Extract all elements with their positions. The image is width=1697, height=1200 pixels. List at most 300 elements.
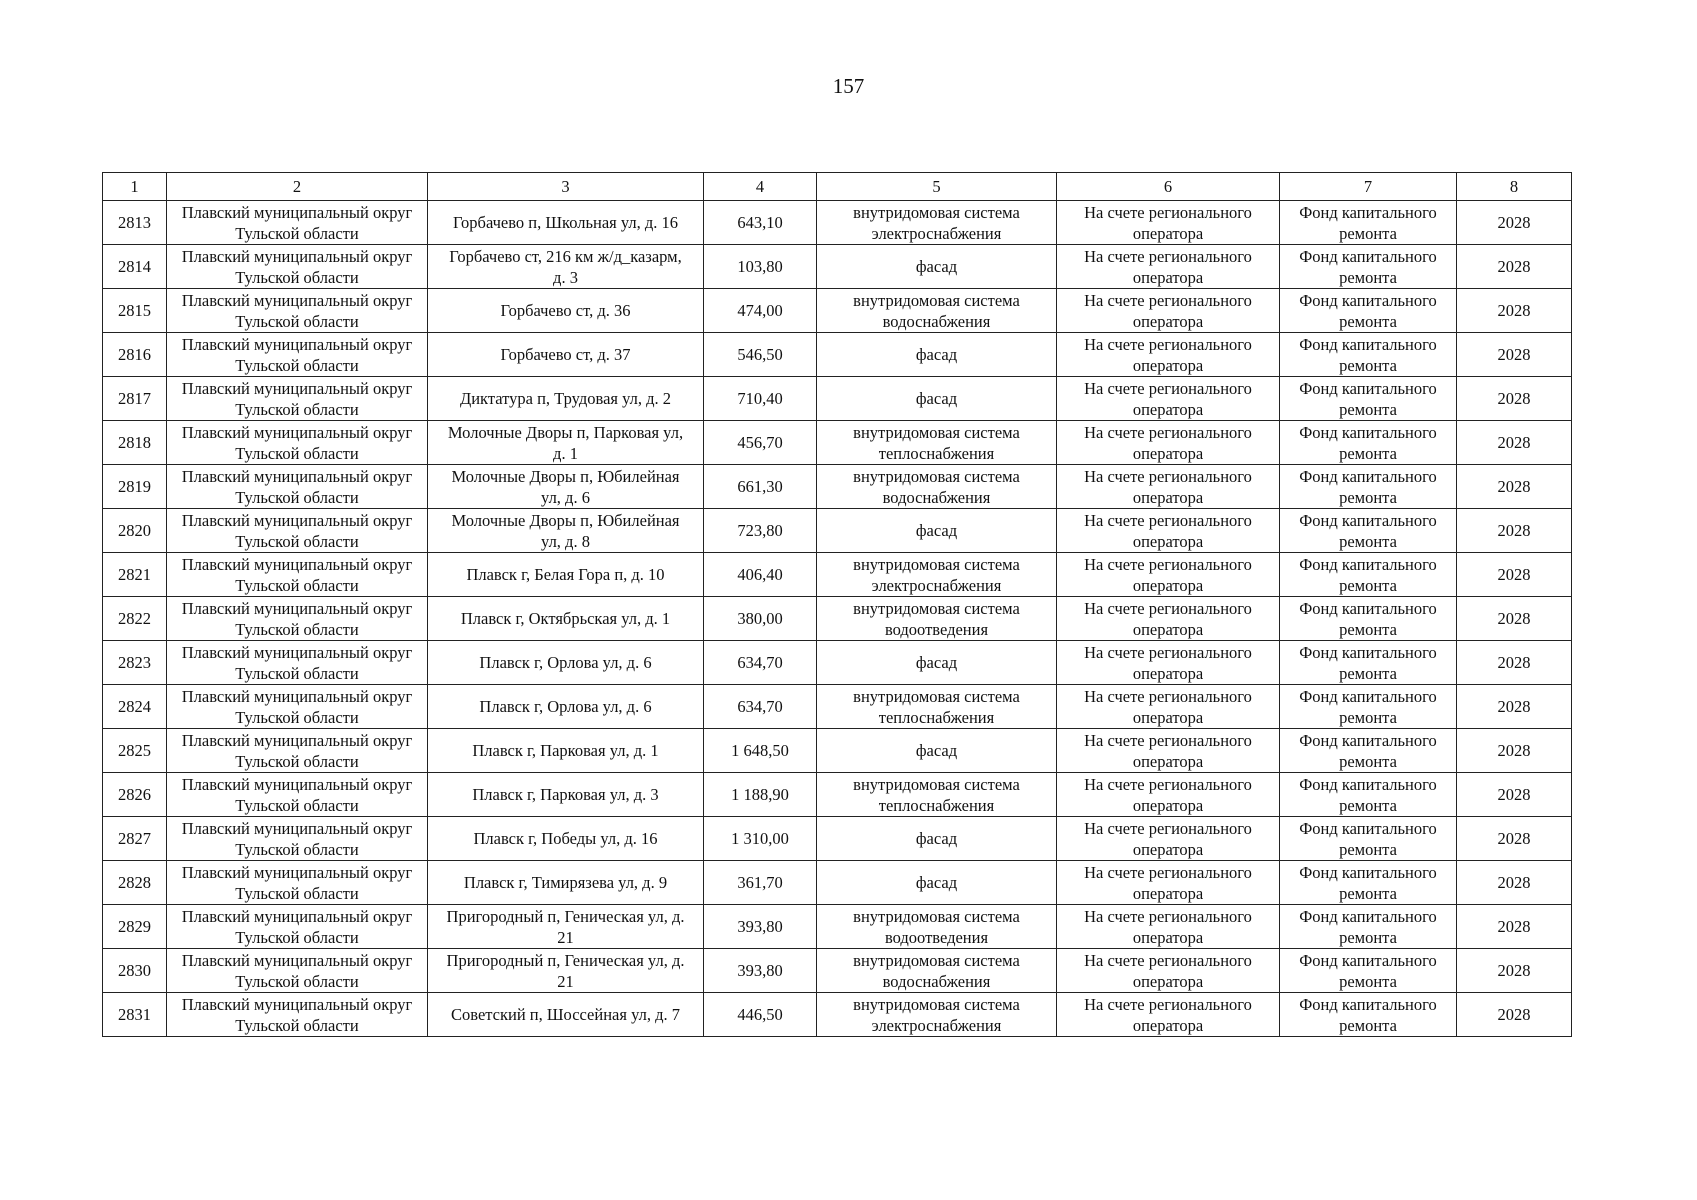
account-cell-line: На счете регионального xyxy=(1084,818,1252,838)
area-cell: 723,80 xyxy=(704,509,817,553)
funding-source-cell xyxy=(1280,729,1457,773)
municipality-cell-line: Плавский муниципальный округ xyxy=(181,730,413,750)
work-type-cell xyxy=(817,509,1057,553)
table-row xyxy=(103,245,1572,289)
address-cell-line: Советский п, Шоссейная ул, д. 7 xyxy=(451,1005,680,1024)
funding-source-cell-line: ремонта xyxy=(1339,443,1397,463)
account-cell xyxy=(1057,685,1280,729)
address-cell xyxy=(428,289,704,333)
municipality-cell xyxy=(167,245,428,289)
municipality-cell-line: Тульской области xyxy=(235,575,359,595)
funding-source-cell-line: ремонта xyxy=(1339,311,1397,331)
address-cell-line: Горбачево ст, 216 км ж/д_казарм, xyxy=(449,246,682,266)
area-cell: 643,10 xyxy=(704,201,817,245)
funding-source-cell-line: Фонд капитального xyxy=(1299,686,1437,706)
row-number-cell: 2826 xyxy=(103,773,167,817)
account-cell xyxy=(1057,817,1280,861)
account-cell xyxy=(1057,949,1280,993)
column-number: 5 xyxy=(817,173,1057,201)
work-type-cell xyxy=(817,597,1057,641)
municipality-cell-line: Плавский муниципальный округ xyxy=(181,906,413,926)
municipality-cell-line: Тульской области xyxy=(235,927,359,947)
municipality-cell-line: Тульской области xyxy=(235,971,359,991)
work-type-cell-line: водоотведения xyxy=(884,619,989,639)
funding-source-cell xyxy=(1280,289,1457,333)
column-number: 7 xyxy=(1280,173,1457,201)
address-cell-line: Плавск г, Парковая ул, д. 1 xyxy=(472,741,659,760)
address-cell xyxy=(428,773,704,817)
table-row xyxy=(103,685,1572,729)
address-cell xyxy=(428,685,704,729)
address-cell-line: Диктатура п, Трудовая ул, д. 2 xyxy=(459,389,672,408)
work-type-cell-line: электроснабжения xyxy=(871,223,1002,243)
table-body xyxy=(103,173,1572,1037)
work-type-cell xyxy=(817,421,1057,465)
year-cell: 2028 xyxy=(1457,509,1572,553)
funding-source-cell-line: ремонта xyxy=(1339,795,1397,815)
work-type-cell xyxy=(817,685,1057,729)
row-number-cell: 2817 xyxy=(103,377,167,421)
work-type-cell-line: электроснабжения xyxy=(871,1015,1002,1035)
work-type-cell-line: внутридомовая система xyxy=(853,466,1020,486)
address-cell-line: Плавск г, Парковая ул, д. 3 xyxy=(472,785,659,804)
funding-source-cell-line: Фонд капитального xyxy=(1299,994,1437,1014)
work-type-cell xyxy=(817,201,1057,245)
work-type-cell xyxy=(817,817,1057,861)
table-row xyxy=(103,465,1572,509)
funding-source-cell xyxy=(1280,861,1457,905)
account-cell-line: оператора xyxy=(1132,355,1204,375)
municipality-cell-line: Тульской области xyxy=(235,751,359,771)
year-cell: 2028 xyxy=(1457,289,1572,333)
area-cell: 634,70 xyxy=(704,641,817,685)
account-cell xyxy=(1057,333,1280,377)
work-type-cell-line: внутридомовая система xyxy=(853,598,1020,618)
funding-source-cell-line: ремонта xyxy=(1339,531,1397,551)
work-type-cell-line: фасад xyxy=(915,653,958,672)
work-type-cell xyxy=(817,949,1057,993)
address-cell xyxy=(428,641,704,685)
work-type-cell-line: фасад xyxy=(915,345,958,364)
funding-source-cell-line: Фонд капитального xyxy=(1299,818,1437,838)
municipality-cell-line: Тульской области xyxy=(235,1015,359,1035)
row-number-cell: 2816 xyxy=(103,333,167,377)
table-row xyxy=(103,861,1572,905)
area-cell: 380,00 xyxy=(704,597,817,641)
work-type-cell xyxy=(817,465,1057,509)
account-cell xyxy=(1057,421,1280,465)
year-cell: 2028 xyxy=(1457,861,1572,905)
account-cell-line: На счете регионального xyxy=(1084,202,1252,222)
funding-source-cell xyxy=(1280,201,1457,245)
address-cell xyxy=(428,201,704,245)
municipality-cell-line: Тульской области xyxy=(235,311,359,331)
funding-source-cell-line: ремонта xyxy=(1339,751,1397,771)
funding-source-cell-line: ремонта xyxy=(1339,223,1397,243)
municipality-cell xyxy=(167,509,428,553)
municipality-cell-line: Тульской области xyxy=(235,399,359,419)
municipality-cell-line: Тульской области xyxy=(235,839,359,859)
row-number-cell: 2824 xyxy=(103,685,167,729)
funding-source-cell-line: Фонд капитального xyxy=(1299,906,1437,926)
municipality-cell-line: Тульской области xyxy=(235,487,359,507)
account-cell xyxy=(1057,201,1280,245)
year-cell: 2028 xyxy=(1457,421,1572,465)
row-number-cell: 2831 xyxy=(103,993,167,1037)
municipality-cell xyxy=(167,553,428,597)
work-type-cell xyxy=(817,641,1057,685)
address-cell-line: Горбачево ст, д. 36 xyxy=(500,301,631,320)
work-type-cell-line: внутридомовая система xyxy=(853,774,1020,794)
municipality-cell-line: Плавский муниципальный округ xyxy=(181,510,413,530)
table-row xyxy=(103,949,1572,993)
funding-source-cell-line: ремонта xyxy=(1339,1015,1397,1035)
work-type-cell xyxy=(817,333,1057,377)
municipality-cell-line: Плавский муниципальный округ xyxy=(181,246,413,266)
area-cell: 634,70 xyxy=(704,685,817,729)
municipality-cell-line: Плавский муниципальный округ xyxy=(181,774,413,794)
account-cell-line: оператора xyxy=(1132,883,1204,903)
year-cell: 2028 xyxy=(1457,641,1572,685)
work-type-cell xyxy=(817,861,1057,905)
address-cell xyxy=(428,553,704,597)
account-cell-line: оператора xyxy=(1132,663,1204,683)
table-row xyxy=(103,509,1572,553)
account-cell xyxy=(1057,641,1280,685)
municipality-cell xyxy=(167,597,428,641)
account-cell-line: оператора xyxy=(1132,443,1204,463)
address-cell-line: Пригородный п, Геническая ул, д. xyxy=(446,906,685,926)
area-cell: 393,80 xyxy=(704,905,817,949)
funding-source-cell-line: ремонта xyxy=(1339,883,1397,903)
municipality-cell-line: Плавский муниципальный округ xyxy=(181,290,413,310)
account-cell xyxy=(1057,861,1280,905)
funding-source-cell-line: ремонта xyxy=(1339,663,1397,683)
address-cell-line: Плавск г, Орлова ул, д. 6 xyxy=(479,653,652,672)
row-number-cell: 2825 xyxy=(103,729,167,773)
municipality-cell-line: Плавский муниципальный округ xyxy=(181,686,413,706)
work-type-cell-line: фасад xyxy=(915,873,958,892)
account-cell-line: оператора xyxy=(1132,311,1204,331)
table-row xyxy=(103,597,1572,641)
year-cell: 2028 xyxy=(1457,773,1572,817)
year-cell: 2028 xyxy=(1457,685,1572,729)
column-number-row xyxy=(103,173,1572,201)
municipality-cell xyxy=(167,377,428,421)
address-cell-line: Горбачево п, Школьная ул, д. 16 xyxy=(452,213,679,232)
account-cell-line: На счете регионального xyxy=(1084,686,1252,706)
table-row xyxy=(103,817,1572,861)
work-type-cell-line: внутридомовая система xyxy=(853,994,1020,1014)
account-cell xyxy=(1057,289,1280,333)
municipality-cell-line: Плавский муниципальный округ xyxy=(181,862,413,882)
municipality-cell xyxy=(167,949,428,993)
funding-source-cell-line: ремонта xyxy=(1339,575,1397,595)
address-cell-line: ул, д. 6 xyxy=(541,487,590,507)
municipality-cell-line: Тульской области xyxy=(235,663,359,683)
row-number-cell: 2827 xyxy=(103,817,167,861)
municipality-cell xyxy=(167,465,428,509)
work-type-cell xyxy=(817,377,1057,421)
account-cell-line: На счете регионального xyxy=(1084,466,1252,486)
area-cell: 1 188,90 xyxy=(704,773,817,817)
account-cell-line: На счете регионального xyxy=(1084,334,1252,354)
municipality-cell xyxy=(167,201,428,245)
table-row xyxy=(103,333,1572,377)
account-cell xyxy=(1057,465,1280,509)
account-cell-line: оператора xyxy=(1132,619,1204,639)
account-cell-line: оператора xyxy=(1132,267,1204,287)
row-number-cell: 2823 xyxy=(103,641,167,685)
year-cell: 2028 xyxy=(1457,817,1572,861)
municipality-cell-line: Плавский муниципальный округ xyxy=(181,642,413,662)
area-cell: 406,40 xyxy=(704,553,817,597)
account-cell xyxy=(1057,597,1280,641)
row-number-cell: 2813 xyxy=(103,201,167,245)
work-type-cell xyxy=(817,729,1057,773)
funding-source-cell-line: Фонд капитального xyxy=(1299,730,1437,750)
funding-source-cell-line: Фонд капитального xyxy=(1299,642,1437,662)
account-cell-line: оператора xyxy=(1132,531,1204,551)
area-cell: 710,40 xyxy=(704,377,817,421)
area-cell: 446,50 xyxy=(704,993,817,1037)
year-cell: 2028 xyxy=(1457,465,1572,509)
address-cell-line: д. 1 xyxy=(553,443,578,463)
area-cell: 546,50 xyxy=(704,333,817,377)
municipality-cell xyxy=(167,905,428,949)
account-cell xyxy=(1057,377,1280,421)
municipality-cell-line: Плавский муниципальный округ xyxy=(181,554,413,574)
address-cell-line: 21 xyxy=(557,971,574,991)
funding-source-cell xyxy=(1280,641,1457,685)
account-cell-line: оператора xyxy=(1132,971,1204,991)
funding-source-cell-line: Фонд капитального xyxy=(1299,378,1437,398)
address-cell xyxy=(428,509,704,553)
account-cell-line: оператора xyxy=(1132,223,1204,243)
area-cell: 1 310,00 xyxy=(704,817,817,861)
funding-source-cell-line: ремонта xyxy=(1339,707,1397,727)
account-cell-line: оператора xyxy=(1132,707,1204,727)
work-type-cell-line: водоотведения xyxy=(884,927,989,947)
work-type-cell-line: фасад xyxy=(915,521,958,540)
work-type-cell xyxy=(817,773,1057,817)
table-row xyxy=(103,201,1572,245)
municipality-cell-line: Тульской области xyxy=(235,267,359,287)
work-type-cell-line: теплоснабжения xyxy=(878,795,995,815)
funding-source-cell-line: ремонта xyxy=(1339,399,1397,419)
municipality-cell-line: Тульской области xyxy=(235,707,359,727)
work-type-cell xyxy=(817,245,1057,289)
address-cell-line: Молочные Дворы п, Юбилейная xyxy=(451,466,680,486)
account-cell-line: На счете регионального xyxy=(1084,290,1252,310)
municipality-cell-line: Тульской области xyxy=(235,619,359,639)
funding-source-cell xyxy=(1280,993,1457,1037)
area-cell: 361,70 xyxy=(704,861,817,905)
municipality-cell xyxy=(167,289,428,333)
address-cell xyxy=(428,245,704,289)
row-number-cell: 2822 xyxy=(103,597,167,641)
work-type-cell-line: внутридомовая система xyxy=(853,554,1020,574)
address-cell-line: д. 3 xyxy=(553,267,578,287)
area-cell: 661,30 xyxy=(704,465,817,509)
row-number-cell: 2821 xyxy=(103,553,167,597)
funding-source-cell xyxy=(1280,245,1457,289)
year-cell: 2028 xyxy=(1457,949,1572,993)
address-cell-line: Пригородный п, Геническая ул, д. xyxy=(446,950,685,970)
account-cell-line: оператора xyxy=(1132,575,1204,595)
area-cell: 474,00 xyxy=(704,289,817,333)
area-cell: 1 648,50 xyxy=(704,729,817,773)
account-cell-line: На счете регионального xyxy=(1084,950,1252,970)
work-type-cell-line: внутридомовая система xyxy=(853,290,1020,310)
address-cell xyxy=(428,905,704,949)
municipality-cell-line: Тульской области xyxy=(235,223,359,243)
account-cell-line: оператора xyxy=(1132,927,1204,947)
row-number-cell: 2819 xyxy=(103,465,167,509)
work-type-cell-line: теплоснабжения xyxy=(878,443,995,463)
row-number-cell: 2830 xyxy=(103,949,167,993)
municipality-cell-line: Плавский муниципальный округ xyxy=(181,378,413,398)
address-cell xyxy=(428,333,704,377)
address-cell xyxy=(428,817,704,861)
table-row xyxy=(103,377,1572,421)
column-number: 3 xyxy=(428,173,704,201)
municipality-cell-line: Плавский муниципальный округ xyxy=(181,994,413,1014)
table-row xyxy=(103,993,1572,1037)
table-row xyxy=(103,641,1572,685)
address-cell xyxy=(428,465,704,509)
column-number: 8 xyxy=(1457,173,1572,201)
row-number-cell: 2828 xyxy=(103,861,167,905)
account-cell-line: На счете регионального xyxy=(1084,554,1252,574)
address-cell xyxy=(428,421,704,465)
funding-source-cell xyxy=(1280,905,1457,949)
account-cell-line: На счете регионального xyxy=(1084,862,1252,882)
account-cell-line: оператора xyxy=(1132,839,1204,859)
table-row xyxy=(103,553,1572,597)
work-type-cell-line: теплоснабжения xyxy=(878,707,995,727)
funding-source-cell-line: Фонд капитального xyxy=(1299,510,1437,530)
year-cell: 2028 xyxy=(1457,597,1572,641)
table-row xyxy=(103,421,1572,465)
address-cell-line: Молочные Дворы п, Парковая ул, xyxy=(447,422,684,442)
municipality-cell xyxy=(167,333,428,377)
municipality-cell xyxy=(167,685,428,729)
funding-source-cell xyxy=(1280,685,1457,729)
work-type-cell-line: внутридомовая система xyxy=(853,686,1020,706)
address-cell-line: Плавск г, Победы ул, д. 16 xyxy=(473,829,658,848)
address-cell-line: Плавск г, Тимирязева ул, д. 9 xyxy=(463,873,668,892)
municipality-cell xyxy=(167,817,428,861)
funding-source-cell xyxy=(1280,377,1457,421)
row-number-cell: 2820 xyxy=(103,509,167,553)
municipality-cell-line: Тульской области xyxy=(235,795,359,815)
address-cell xyxy=(428,377,704,421)
table-row xyxy=(103,289,1572,333)
year-cell: 2028 xyxy=(1457,905,1572,949)
account-cell-line: На счете регионального xyxy=(1084,378,1252,398)
work-type-cell xyxy=(817,553,1057,597)
account-cell-line: оператора xyxy=(1132,795,1204,815)
work-type-cell-line: фасад xyxy=(915,389,958,408)
row-number-cell: 2829 xyxy=(103,905,167,949)
work-type-cell-line: водоснабжения xyxy=(882,311,991,331)
account-cell-line: На счете регионального xyxy=(1084,246,1252,266)
funding-source-cell-line: ремонта xyxy=(1339,487,1397,507)
column-number: 1 xyxy=(103,173,167,201)
municipality-cell-line: Плавский муниципальный округ xyxy=(181,950,413,970)
address-cell-line: Молочные Дворы п, Юбилейная xyxy=(451,510,680,530)
funding-source-cell xyxy=(1280,949,1457,993)
year-cell: 2028 xyxy=(1457,201,1572,245)
funding-source-cell-line: Фонд капитального xyxy=(1299,422,1437,442)
account-cell-line: На счете регионального xyxy=(1084,730,1252,750)
year-cell: 2028 xyxy=(1457,729,1572,773)
funding-source-cell xyxy=(1280,465,1457,509)
column-number: 4 xyxy=(704,173,817,201)
municipality-cell xyxy=(167,773,428,817)
address-cell-line: Плавск г, Белая Гора п, д. 10 xyxy=(466,565,665,584)
account-cell-line: оператора xyxy=(1132,487,1204,507)
address-cell xyxy=(428,949,704,993)
column-number: 6 xyxy=(1057,173,1280,201)
column-number: 2 xyxy=(167,173,428,201)
work-type-cell-line: фасад xyxy=(915,741,958,760)
municipality-cell-line: Плавский муниципальный округ xyxy=(181,422,413,442)
account-cell-line: На счете регионального xyxy=(1084,774,1252,794)
municipality-cell-line: Плавский муниципальный округ xyxy=(181,202,413,222)
account-cell xyxy=(1057,245,1280,289)
funding-source-cell-line: ремонта xyxy=(1339,839,1397,859)
funding-source-cell-line: Фонд капитального xyxy=(1299,466,1437,486)
address-cell xyxy=(428,861,704,905)
row-number-cell: 2815 xyxy=(103,289,167,333)
address-cell-line: 21 xyxy=(557,927,574,947)
account-cell-line: На счете регионального xyxy=(1084,906,1252,926)
municipality-cell-line: Плавский муниципальный округ xyxy=(181,598,413,618)
account-cell xyxy=(1057,553,1280,597)
municipality-cell-line: Тульской области xyxy=(235,355,359,375)
account-cell xyxy=(1057,729,1280,773)
address-cell-line: Плавск г, Октябрьская ул, д. 1 xyxy=(460,609,671,628)
work-type-cell-line: внутридомовая система xyxy=(853,950,1020,970)
municipality-cell-line: Плавский муниципальный округ xyxy=(181,818,413,838)
funding-source-cell xyxy=(1280,773,1457,817)
account-cell-line: На счете регионального xyxy=(1084,510,1252,530)
account-cell xyxy=(1057,509,1280,553)
municipality-cell xyxy=(167,421,428,465)
work-type-cell-line: внутридомовая система xyxy=(853,906,1020,926)
work-type-cell-line: водоснабжения xyxy=(882,971,991,991)
account-cell-line: На счете регионального xyxy=(1084,422,1252,442)
address-cell-line: ул, д. 8 xyxy=(541,531,590,551)
municipality-cell xyxy=(167,729,428,773)
funding-source-cell-line: Фонд капитального xyxy=(1299,774,1437,794)
funding-source-cell-line: Фонд капитального xyxy=(1299,290,1437,310)
funding-source-cell-line: ремонта xyxy=(1339,971,1397,991)
municipality-cell xyxy=(167,993,428,1037)
capital-repair-table xyxy=(102,172,1572,1037)
row-number-cell: 2814 xyxy=(103,245,167,289)
year-cell: 2028 xyxy=(1457,333,1572,377)
work-type-cell-line: электроснабжения xyxy=(871,575,1002,595)
account-cell xyxy=(1057,993,1280,1037)
address-cell xyxy=(428,597,704,641)
table-row xyxy=(103,905,1572,949)
account-cell-line: На счете регионального xyxy=(1084,642,1252,662)
funding-source-cell-line: Фонд капитального xyxy=(1299,862,1437,882)
account-cell xyxy=(1057,773,1280,817)
